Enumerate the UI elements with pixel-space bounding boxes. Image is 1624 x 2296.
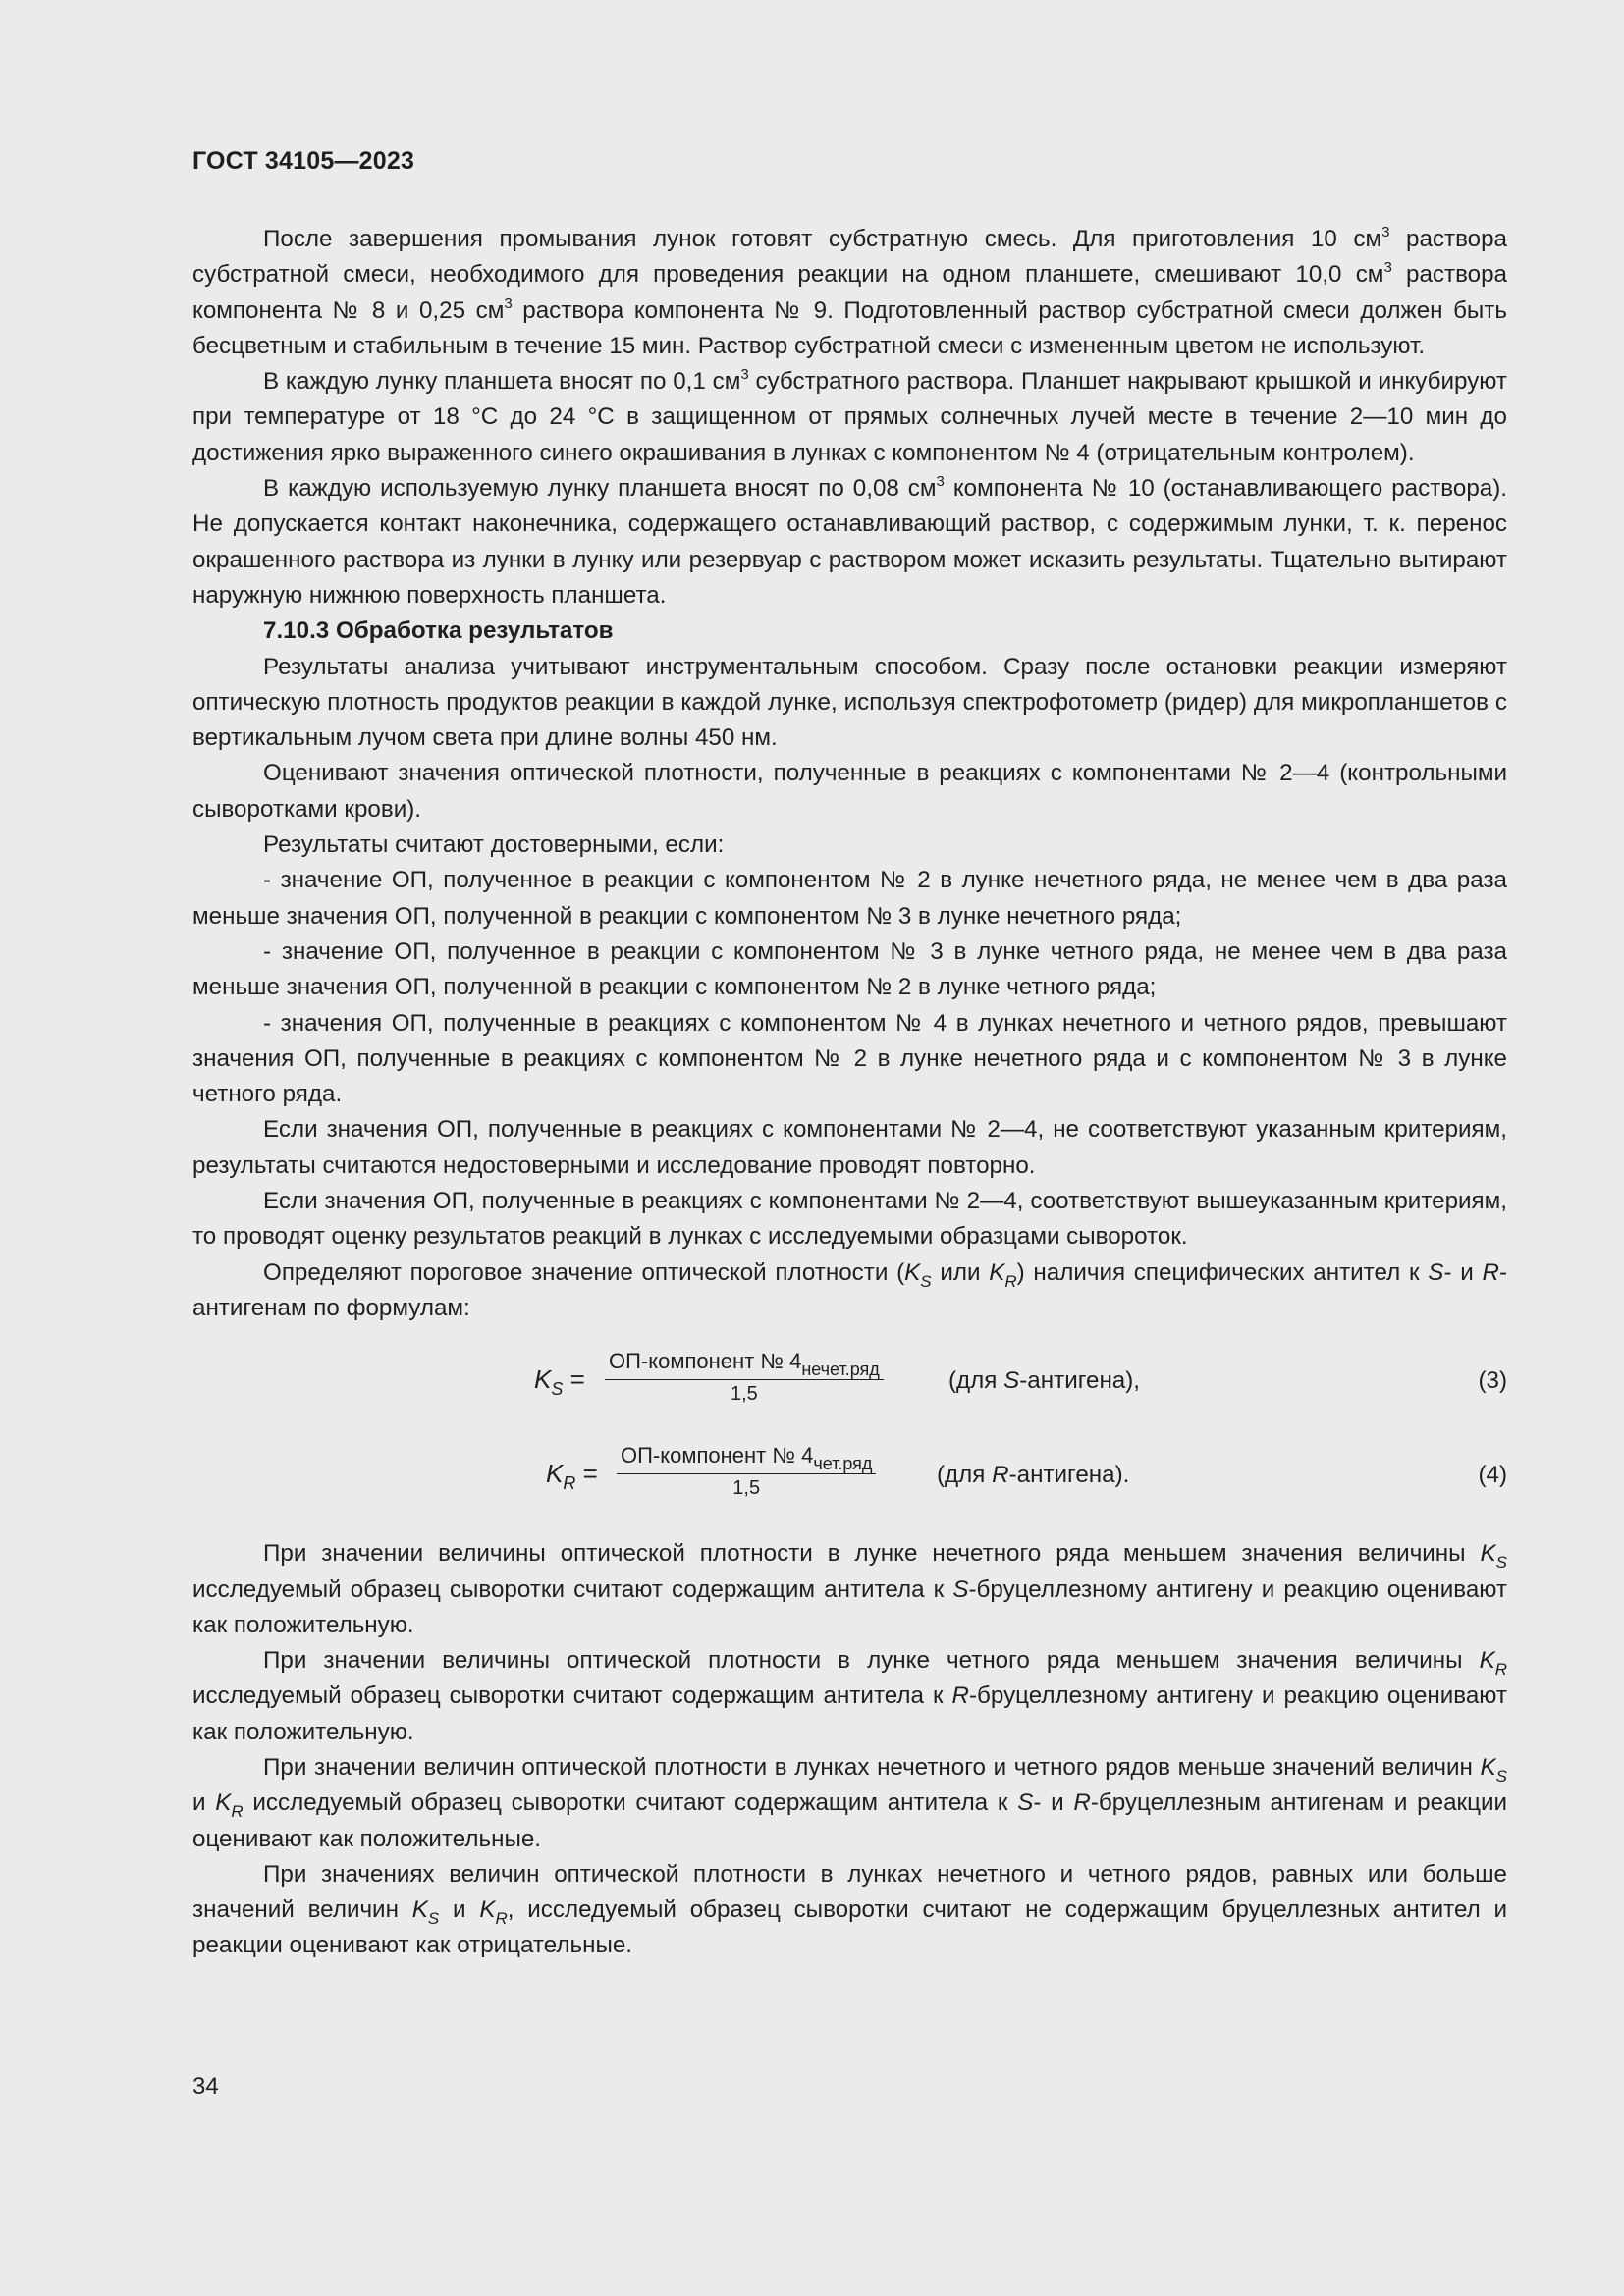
paragraph-validity-intro: Результаты считают достоверными, если: (263, 831, 725, 859)
paragraph-threshold-definition: Определяют пороговое значение оптической плотности ($K_S$ или $K_R$) наличия специфических антител к S- и R-антигенам по формулам: (192, 1258, 1507, 1321)
formula-3-number: (3) (1478, 1367, 1507, 1395)
paragraph-stop-solution: В каждую используемую лунку планшета вносят по 0,08 $см^3$ компонента № 10 (останавливающего раствора). Не допускается контакт наконечника, содержащего останавливающий раствор, с содержимым лунки, т. к. перенос окрашенного раствора из лунки в лунку или резервуар с раствором может исказить результаты. Тщательно вытирают наружную нижнюю поверхность планшета. (192, 473, 1507, 609)
paragraph-control-values: Оценивают значения оптической плотности, полученные в реакциях с компонентами № 2—4 (контрольными сыворотками крови). (192, 760, 1507, 823)
document-header: ГОСТ 34105—2023 (192, 147, 415, 175)
paragraph-negative: При значениях величин оптической плотности в лунках нечетного и четного рядов, равных или больше значений величин $K_S$ и $K_R$, исследуемый образец сыворотки считают не содержащим бруцеллезных антител и реакции оценивают как отрицательные. (192, 1860, 1508, 1959)
paragraph-incubation: В каждую лунку планшета вносят по 0,1 $см^3$ субстратного раствора. Планшет накрывают крышкой и инкубируют при температуре от 18 °С до 24 °С в защищенном от прямых солнечных лучей месте в течение 2—10 мин до достижения ярко выраженного синего окрашивания в лунках с компонентом № 4 (отрицательным контролем). (192, 366, 1507, 466)
paragraph-invalid-results: Если значения ОП, полученные в реакциях с компонентами № 2—4, не соответствуют указанным критериям, результаты считаются недостоверными и исследование проводят повторно. (192, 1116, 1507, 1179)
formula-3 (192, 1340, 1507, 1434)
formula-4 (192, 1434, 1507, 1528)
section-heading: 7.10.3 Обработка результатов (263, 617, 614, 645)
document-body (192, 222, 1507, 1964)
paragraph-kr-positive: При значении величины оптической плотности в лунке четного ряда меньшем значения величины $K_R$ исследуемый образец сыворотки считают содержащим антитела к R-бруцеллезному антигену и реакцию оценивают как положительную. (192, 1647, 1507, 1745)
formula-3-numerator: ОП-компонент № $4_{нечет.ряд}$ (605, 1348, 884, 1380)
formula-3-lhs: $K_S$ = (534, 1364, 585, 1400)
list-item-criterion-1: - значение ОП, полученное в реакции с компонентом № 2 в лунке нечетного ряда, не менее чем в два раза меньше значения ОП, полученной в реакции с компонентом № 3 в лунке нечетного ряда; (192, 867, 1507, 930)
list-item-criterion-3: - значения ОП, полученные в реакциях с компонентом № 4 в лунках нечетного и четного рядов, превышают значения ОП, полученные в реакциях с компонентом № 2 в лунке нечетного ряда и с компонентом № 3 в лунке четного ряда. (192, 1009, 1507, 1108)
formula-4-numerator: ОП-компонент № $4_{чет.ряд}$ (617, 1442, 876, 1474)
formula-3-denominator: 1,5 (730, 1383, 758, 1406)
paragraph-both-positive: При значении величин оптической плотности в лунках нечетного и четного рядов меньше значений величин $K_S$ и $K_R$ исследуемый образец сыворотки считают содержащим антитела к S- и R-бруцеллезным антигенам и реакции оценивают как положительные. (192, 1753, 1507, 1852)
formula-3-fraction (605, 1348, 884, 1408)
formula-3-note: (для S-антигена), (948, 1367, 1141, 1395)
formula-4-fraction (617, 1442, 876, 1502)
formula-4-denominator: 1,5 (732, 1477, 761, 1500)
formula-4-number: (4) (1478, 1462, 1507, 1489)
paragraph-valid-results: Если значения ОП, полученные в реакциях с компонентами № 2—4, соответствуют вышеуказанным критериям, то проводят оценку результатов реакций в лунках с исследуемыми образцами сывороток. (192, 1188, 1507, 1251)
list-item-criterion-2: - значение ОП, полученное в реакции с компонентом № 3 в лунке четного ряда, не менее чем в два раза меньше значения ОП, полученной в реакции с компонентом № 2 в лунке четного ряда; (192, 937, 1507, 1001)
page-number: 34 (192, 2073, 219, 2100)
formula-4-lhs: $K_R$ = (546, 1459, 598, 1494)
formula-4-note: (для R-антигена). (937, 1462, 1130, 1489)
paragraph-substrate-preparation: После завершения промывания лунок готовят субстратную смесь. Для приготовления 10 $см^3$ раствора субстратной смеси, необходимого для проведения реакции на одном планшете, смешивают 10,0 $см^3$ раствора компонента № 8 и 0,25 $см^3$ раствора компонента № 9. Подготовленный раствор субстратной смеси должен быть бесцветным и стабильным в течение 15 мин. Раствор субстратной смеси с измененным цветом не используют. (192, 224, 1508, 359)
paragraph-ks-positive: При значении величины оптической плотности в лунке нечетного ряда меньшем значения величины $K_S$ исследуемый образец сыворотки считают содержащим антитела к S-бруцеллезному антигену и реакцию оценивают как положительную. (192, 1540, 1507, 1638)
paragraph-measurement: Результаты анализа учитывают инструментальным способом. Сразу после остановки реакции измеряют оптическую плотность продуктов реакции в каждой лунке, используя спектрофотометр (ридер) для микропланшетов с вертикальным лучом света при длине волны 450 нм. (192, 653, 1507, 752)
